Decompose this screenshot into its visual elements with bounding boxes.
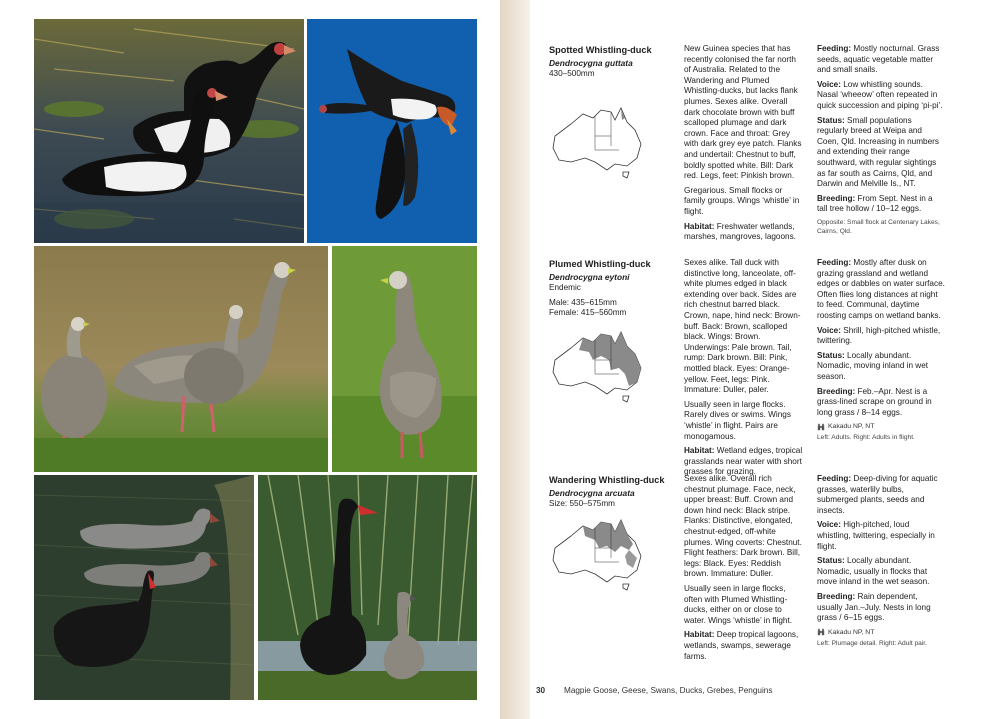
species-size-female: Female: 415–560mm (549, 308, 627, 318)
endemic-tag: Endemic (549, 283, 581, 292)
details-column (817, 44, 945, 236)
species-status: Status: Locally abundant. Nomadic, moving inland in wet season. (817, 350, 929, 381)
page-number: 30 (536, 686, 546, 695)
photo-cape-barren-goose-single (332, 246, 477, 472)
book-spine-gutter (500, 0, 530, 719)
species-feeding: Feeding: Deep-diving for aquatic grasses, waterlily bulbs, submerged plants, seeds and insects. (817, 474, 938, 515)
species-voice: Voice: High-pitched, loud whistling, twittering, especially in flight. (817, 520, 935, 551)
distribution-map (549, 106, 645, 180)
species-habitat: Habitat: Deep tropical lagoons, wetlands, swamps, sewerage farms. (684, 630, 799, 661)
photo-caption: Left: Adults. Right: Adults in flight. (817, 434, 915, 442)
running-title: Magpie Goose, Geese, Swans, Ducks, Grebes, Penguins (564, 686, 773, 695)
species-voice: Voice: Shrill, high-pitched whistle, twittering. (817, 325, 941, 346)
species-habitat: Habitat: Wetland edges, tropical grasslands near water with short grasses for grazing. (684, 446, 803, 477)
photo-caption: Left: Plumage detail. Right: Adult pair. (817, 639, 927, 647)
species-latin-name: Dendrocygna guttata (549, 58, 633, 68)
species-header (549, 474, 669, 510)
species-name: Spotted Whistling-duck (549, 45, 652, 55)
species-description: Sexes alike. Tall duck with distinctive long, lanceolate, off-white plumes edged in black extending over back. Sides are rich chestnut barred black. Crown, nape, hind neck: Brown-buff. Back: Brown, scalloped black. Wings: Brown. Underwings: Pale brown. Tail, rump: Dark brown. Bill: Pink, mottled black. Eyes: Orange-yellow. Feet, legs: Pink. Immature: Duller, paler. (684, 258, 801, 395)
species-header (549, 44, 669, 80)
details-column (817, 474, 945, 648)
species-behaviour: Gregarious. Small flocks or family groups. Wings ‘whistle’ in flight. (684, 185, 800, 216)
species-breeding: Breeding: Rain dependent, usually Jan.–July. Nests in long grass / 6–15 eggs. (817, 591, 931, 623)
viewing-site: Kakadu NP, NT (817, 628, 945, 637)
species-latin-name: Dendrocygna arcuata (549, 488, 635, 498)
details-column (817, 258, 945, 443)
binoculars-icon (817, 628, 825, 636)
text-page (530, 0, 1000, 719)
description-column (684, 474, 804, 666)
photo-black-swans-swimming (34, 475, 254, 700)
binoculars-icon (817, 423, 825, 431)
species-status: Status: Locally abundant. Nomadic, usually in flocks that move inland in the wet season. (817, 556, 930, 587)
species-behaviour: Usually seen in large flocks, often with Plumed Whistling-ducks, either on or close to water. Wings ‘whistle’ in flight. (684, 583, 792, 625)
species-status: Status: Small populations regularly breed at Weipa and Coen, Qld. Increasing in numbers and extending their range southward, with regular sightings as far south as Cairns, Qld, and Darwin and Melville Is., NT. (817, 115, 939, 189)
species-size-male: Male: 435–615mm (549, 297, 617, 307)
species-breeding: Breeding: From Sept. Nest in a tall tree hollow / 10–12 eggs. (817, 193, 933, 214)
species-behaviour: Usually seen in large flocks. Rarely dives or swims. Wings ‘whistle’ in flight. Pairs are monogamous. (684, 399, 791, 441)
photo-cape-barren-geese-group (34, 246, 328, 472)
species-header (549, 258, 669, 319)
species-description: New Guinea species that has recently colonised the far north of Australia. Related to the Wandering and Plumed Whistling-ducks, but lacks flank plumes. Sexes alike. Overall dark chocolate brown with buff scalloped plumage and dark crown. Face and throat: Grey with dark grey eye patch. Flanks and undertail: Chestnut to buff, boldly spotted white. Bill: Dark red. Legs, feet: Pinkish brown. (684, 44, 802, 181)
description-column (684, 258, 804, 482)
species-breeding: Breeding: Feb.–Apr. Nest is a grass-lined scrape on ground in long grass / 8–14 eggs. (817, 386, 932, 417)
species-latin-name: Dendrocygna eytoni (549, 272, 630, 282)
species-name: Plumed Whistling-duck (549, 259, 651, 269)
species-name: Wandering Whistling-duck (549, 475, 665, 485)
species-feeding: Feeding: Mostly after dusk on grazing grassland and wetland edges or dabbles on water surface. Often flies long distances at night to feed. Communal, daytime roosting camps on wetland banks. (817, 258, 945, 320)
viewing-site: Kakadu NP, NT (817, 422, 945, 431)
description-column (684, 44, 804, 247)
distribution-map (549, 330, 645, 404)
photo-magpie-goose-flying (307, 19, 477, 243)
species-feeding: Feeding: Mostly nocturnal. Grass seeds, aquatic vegetable matter and small snails. (817, 44, 940, 75)
species-voice: Voice: Low whistling sounds. Nasal ‘wheeow’ often repeated in quick succession and piping ‘pi-pi’. (817, 79, 943, 110)
species-habitat: Habitat: Freshwater wetlands, marshes, mangroves, lagoons. (684, 221, 796, 242)
photo-caption: Opposite: Small flock at Centenary Lakes, Cairns, Qld. (817, 218, 940, 235)
photo-black-swan-with-cygnet (258, 475, 477, 700)
species-size: 430–500mm (549, 69, 595, 78)
photo-magpie-geese-wading (34, 19, 304, 243)
species-description: Sexes alike. Overall rich chestnut plumage. Face, neck, upper breast: Buff. Crown and down hind neck: Black stripe. Flanks: Distinctive, elongated, chestnut-edged, off-white plumes. Wing coverts: Chestnut. Flight feathers: Dark brown. Bill, legs: Black. Eyes: Reddish brown. Immature: Duller. (684, 474, 802, 579)
species-size: Size: 550–575mm (549, 499, 615, 508)
distribution-map (549, 518, 645, 592)
